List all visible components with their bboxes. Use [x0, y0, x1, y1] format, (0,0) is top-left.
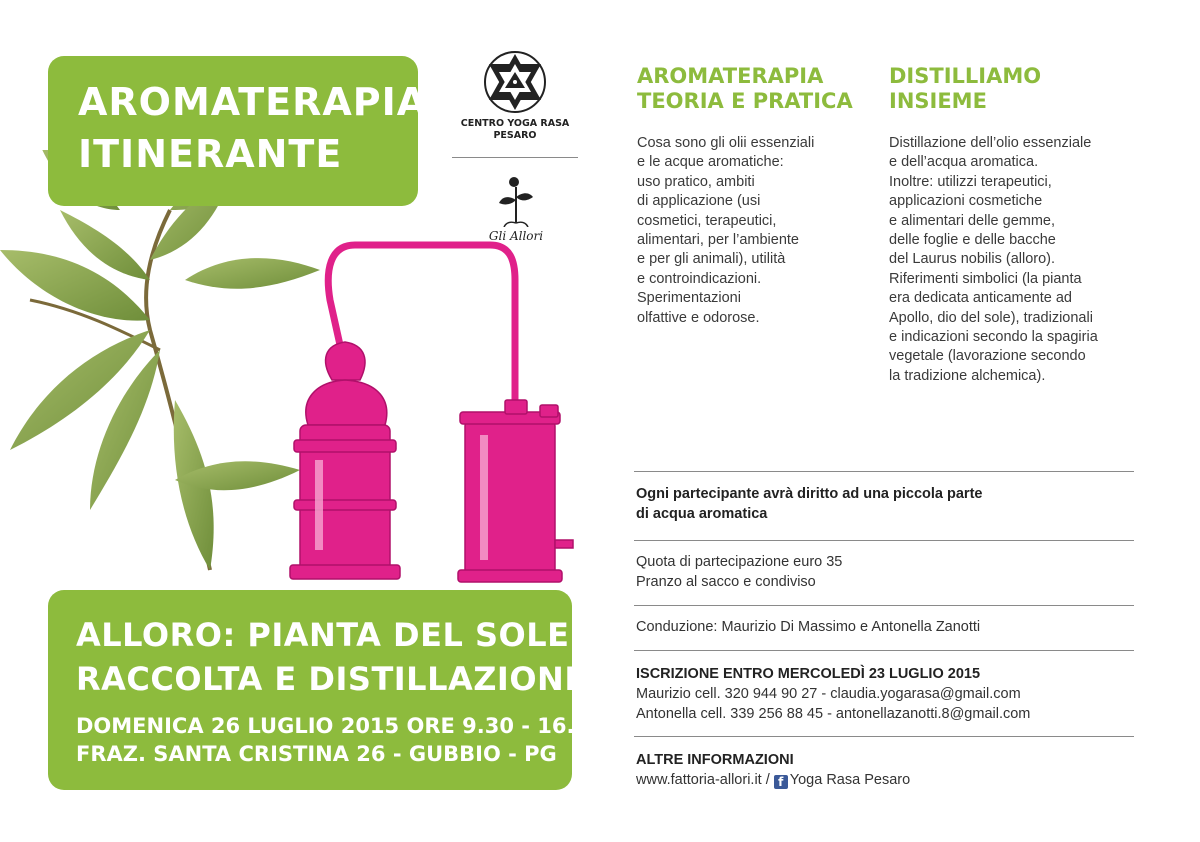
column2-line: era dedicata anticamente ad — [889, 290, 1072, 307]
column1-title-line2: TEORIA E PRATICA — [637, 89, 853, 113]
contact-antonella: Antonella cell. 339 256 88 45 - antonellazanotti.8@gmail.com — [636, 706, 1031, 722]
gli-allori-sprout-icon — [496, 175, 536, 227]
more-info-block — [636, 750, 910, 790]
info-divider — [634, 736, 1134, 737]
column2-line: delle foglie e delle bacche — [889, 231, 1056, 248]
column2-title — [889, 64, 1041, 114]
column2-line: applicazioni cosmetiche — [889, 193, 1043, 210]
sri-yantra-logo-icon — [483, 50, 547, 114]
event-title-line1: ALLORO: PIANTA DEL SOLE — [76, 616, 570, 654]
column1-line: e le acque aromatiche: — [637, 154, 784, 171]
facebook-page-link[interactable]: Yoga Rasa Pesaro — [789, 772, 911, 788]
info-divider — [634, 471, 1134, 472]
main-title-box — [48, 56, 428, 206]
column1-line: uso pratico, ambiti — [637, 173, 755, 190]
column2-text — [889, 134, 1098, 386]
column2-title-line2: INSIEME — [889, 89, 987, 113]
column2-line: Distillazione dell’olio essenziale — [889, 135, 1092, 151]
info-divider — [634, 540, 1134, 541]
column2-line: del Laurus nobilis (alloro). — [889, 251, 1056, 268]
info-divider — [634, 605, 1134, 606]
event-place: FRAZ. SANTA CRISTINA 26 - GUBBIO - PG — [76, 742, 557, 766]
column1-line: Sperimentazioni — [637, 290, 741, 307]
column2-line: Apollo, dio del sole), tradizionali — [889, 309, 1093, 326]
fee-text: Quota di partecipazione euro 35 — [636, 554, 843, 570]
registration-title: ISCRIZIONE ENTRO MERCOLEDÌ 23 LUGLIO 2015 — [636, 666, 981, 682]
facebook-icon: f — [774, 775, 788, 789]
fee-block — [636, 552, 842, 592]
info-divider — [634, 650, 1134, 651]
column2-line: e dell’acqua aromatica. — [889, 154, 1039, 171]
website-link[interactable]: www.fattoria-allori.it / — [636, 772, 770, 788]
column2-line: Inoltre: utilizzi terapeutici, — [889, 173, 1052, 190]
contact-maurizio: Maurizio cell. 320 944 90 27 - claudia.yogarasa@gmail.com — [636, 686, 1021, 702]
column1-title-line1: AROMATERAPIA — [637, 64, 824, 88]
lunch-text: Pranzo al sacco e condiviso — [636, 574, 816, 590]
column1-title — [637, 64, 853, 114]
allori-logo-caption: Gli Allori — [488, 229, 544, 243]
column2-line: Riferimenti simbolici (la pianta — [889, 270, 1082, 287]
column2-line: e alimentari delle gemme, — [889, 212, 1056, 229]
main-title-line2: ITINERANTE — [78, 132, 343, 176]
registration-block — [636, 664, 1030, 724]
more-info-title: ALTRE INFORMAZIONI — [636, 752, 794, 768]
column1-line: e per gli animali), utilità — [637, 251, 786, 268]
event-title-line2: RACCOLTA E DISTILLAZIONE — [76, 660, 587, 698]
logo-divider — [452, 157, 578, 158]
participant-note-line1: Ogni partecipante avrà diritto ad una piccola parte — [636, 486, 983, 502]
column2-line: la tradizione alchemica). — [889, 367, 1046, 384]
column1-text — [637, 134, 814, 328]
event-date: DOMENICA 26 LUGLIO 2015 ORE 9.30 - 16.30 — [76, 714, 604, 738]
column2-line: e indicazioni secondo la spagiria — [889, 328, 1098, 345]
column1-line: e controindicazioni. — [637, 270, 762, 287]
conduction-text: Conduzione: Maurizio Di Massimo e Antonella Zanotti — [636, 619, 981, 635]
leaf-8 — [185, 258, 320, 289]
yoga-logo-caption-line2: PESARO — [493, 130, 537, 141]
column1-line: olfattive e odorose. — [637, 309, 760, 326]
main-title-line1: AROMATERAPIA — [78, 80, 428, 124]
column1-line: alimentari, per l’ambiente — [637, 231, 799, 248]
event-box — [48, 590, 604, 790]
participant-note — [636, 484, 982, 524]
column2-title-line1: DISTILLIAMO — [889, 64, 1042, 88]
yoga-logo-caption-line1: CENTRO YOGA RASA — [460, 118, 570, 129]
column1-line: Cosa sono gli olii essenziali — [637, 135, 815, 151]
column2-line: vegetale (lavorazione secondo — [889, 348, 1086, 365]
column1-line: cosmetici, terapeutici, — [637, 212, 777, 229]
column1-line: di applicazione (usi — [637, 193, 761, 210]
participant-note-line2: di acqua aromatica — [636, 506, 768, 522]
